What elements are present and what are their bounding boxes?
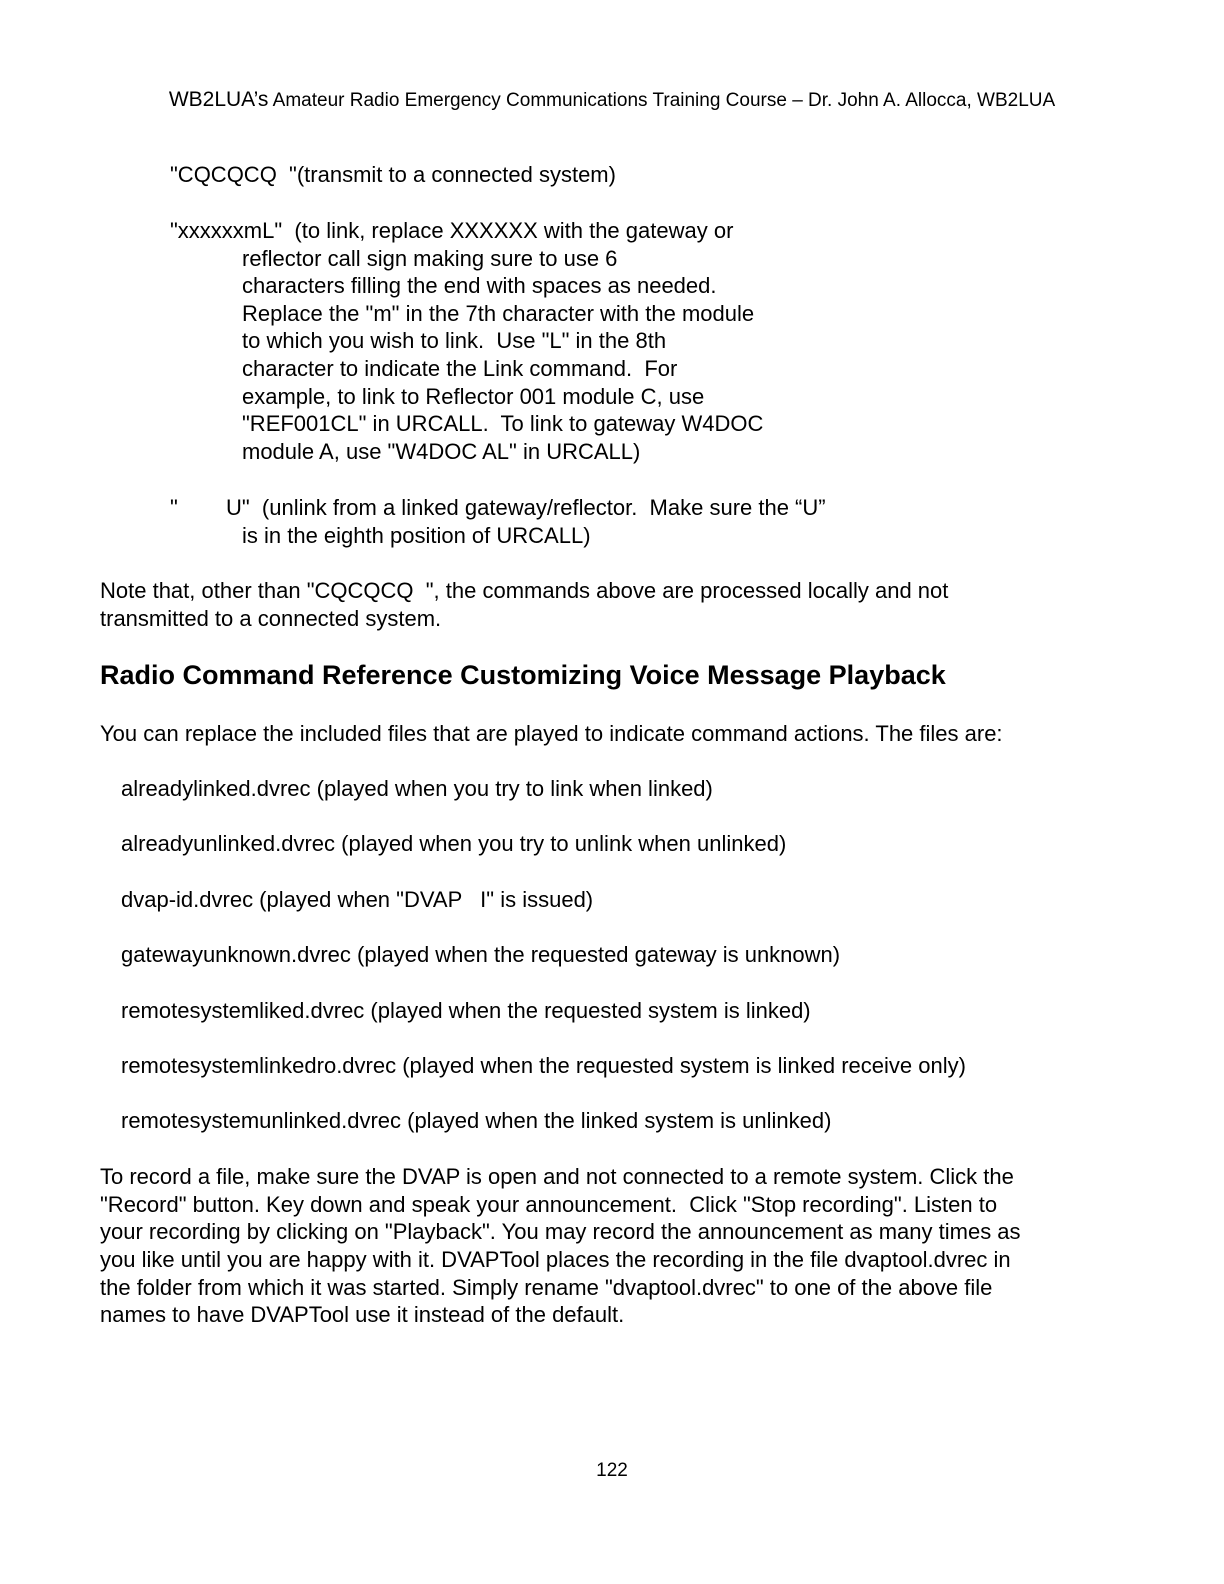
file-list-item: alreadyunlinked.dvrec (played when you try to unlink when unlinked)	[121, 831, 787, 856]
record-paragraph-line-1: To record a file, make sure the DVAP is open and not connected to a remote system. Click the	[100, 1164, 1014, 1189]
running-header	[0, 88, 1224, 112]
file-list-item: gatewayunknown.dvrec (played when the requested gateway is unknown)	[121, 942, 841, 967]
record-paragraph-line-6: names to have DVAPTool use it instead of the default.	[100, 1302, 625, 1327]
record-paragraph-line-5: the folder from which it was started. Simply rename "dvaptool.dvrec" to one of the above file	[100, 1275, 993, 1300]
record-paragraph-line-2: "Record" button. Key down and speak your announcement. Click "Stop recording". Listen to	[100, 1192, 998, 1217]
command-link-line-8: "REF001CL" in URCALL. To link to gateway W4DOC	[242, 411, 764, 436]
file-list-item: remotesystemunlinked.dvrec (played when the linked system is unlinked)	[121, 1108, 832, 1133]
file-list-item: alreadylinked.dvrec (played when you try to link when linked)	[121, 776, 713, 801]
note-line-1: Note that, other than "CQCQCQ ", the commands above are processed locally and not	[100, 578, 949, 603]
header-course-title: Amateur Radio Emergency Communications Training Course – Dr. John A. Allocca, WB2LUA	[268, 90, 1056, 111]
command-link-line-6: character to indicate the Link command. For	[242, 356, 678, 381]
page-number: 122	[596, 1460, 628, 1481]
header-callsign: WB2LUA’s	[168, 88, 269, 111]
file-list-item: dvap-id.dvrec (played when "DVAP I" is issued)	[121, 887, 594, 912]
command-link-line-4: Replace the "m" in the 7th character with the module	[242, 301, 755, 326]
command-unlink-quote: "	[170, 495, 178, 520]
command-link-line-9: module A, use "W4DOC AL" in URCALL)	[242, 439, 641, 464]
command-link-line-3: characters filling the end with spaces as needed.	[242, 273, 717, 298]
intro-text: You can replace the included files that are played to indicate command actions. The files are:	[100, 721, 1003, 746]
command-link-line-5: to which you wish to link. Use "L" in the 8th	[242, 328, 667, 353]
record-paragraph-line-4: you like until you are happy with it. DVAPTool places the recording in the file dvaptool.dvrec in	[100, 1247, 1011, 1272]
command-link-line-1: "xxxxxxmL" (to link, replace XXXXXX with the gateway or	[170, 218, 734, 243]
note-line-2: transmitted to a connected system.	[100, 606, 442, 631]
file-list-item: remotesystemliked.dvrec (played when the requested system is linked)	[121, 998, 811, 1023]
command-unlink-line-1: U" (unlink from a linked gateway/reflector. Make sure the “U”	[226, 495, 826, 520]
file-list-item: remotesystemlinkedro.dvrec (played when the requested system is linked receive only)	[121, 1053, 966, 1078]
section-heading: Radio Command Reference Customizing Voice Message Playback	[100, 660, 946, 690]
command-cqcqcq: "CQCQCQ "(transmit to a connected system)	[170, 162, 616, 187]
command-link-line-7: example, to link to Reflector 001 module C, use	[242, 384, 705, 409]
record-paragraph-line-3: your recording by clicking on "Playback". You may record the announcement as many times as	[100, 1219, 1021, 1244]
command-unlink-line-2: is in the eighth position of URCALL)	[242, 523, 591, 548]
command-link-line-2: reflector call sign making sure to use 6	[242, 246, 618, 271]
